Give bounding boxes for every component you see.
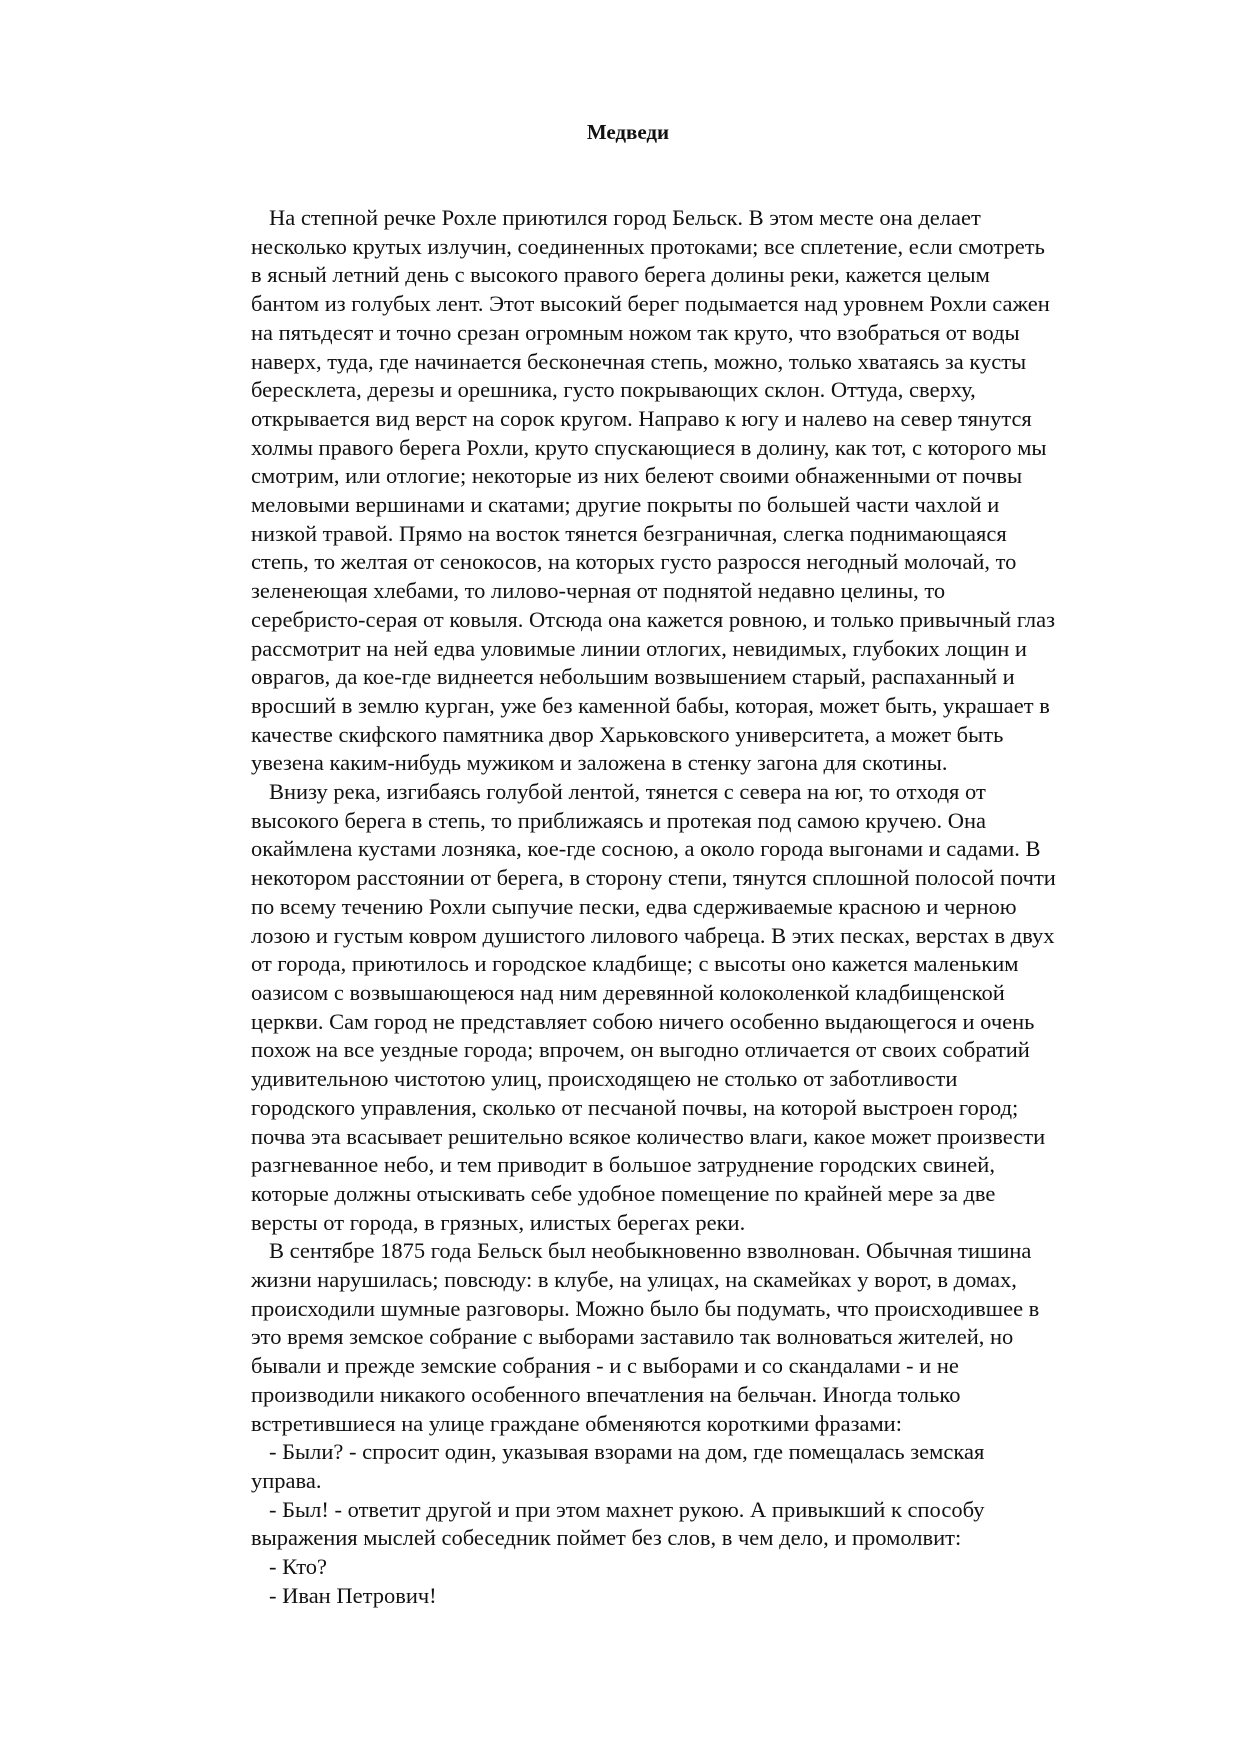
paragraph <box>251 1582 1151 1611</box>
paragraph <box>251 778 1151 1237</box>
text-line: происходили шумные разговоры. Можно было бы подумать, что происходившее в <box>251 1295 1040 1321</box>
text-line: На степной речке Рохле приютился город Бельск. В этом месте она делает <box>269 205 981 230</box>
text-line: - Иван Петрович! <box>269 1582 437 1608</box>
text-line: оазисом с возвышающеюся над ним деревянной колоколенкой кладбищенской <box>251 979 1005 1005</box>
text-line: увезена каким-нибудь мужиком и заложена в стенку загона для скотины. <box>251 750 948 776</box>
text-line: от города, приютилось и городское кладбище; с высоты оно кажется маленьким <box>251 951 1019 977</box>
text-line: - Были? - спросит один, указывая взорами на дом, где помещалась земская <box>269 1439 985 1465</box>
text-line: встретившиеся на улице граждане обменяются короткими фразами: <box>251 1410 902 1436</box>
text-line: - Был! - ответит другой и при этом махнет рукою. А привыкший к способу <box>269 1496 985 1522</box>
paragraph <box>251 1237 1151 1438</box>
text-line: некотором расстоянии от берега, в сторону степи, тянутся сплошной полосой почти <box>251 865 1056 891</box>
text-line: вросший в землю курган, уже без каменной бабы, которая, может быть, украшает в <box>251 692 1050 718</box>
text-line: качестве скифского памятника двор Харьковского университета, а может быть <box>251 721 1004 747</box>
text-line: зеленеющая хлебами, то лилово-черная от поднятой недавно целины, то <box>251 578 946 604</box>
text-line: рассмотрит на ней едва уловимые линии отлогих, невидимых, глубоких лощин и <box>251 635 1027 661</box>
paragraph <box>251 1438 1151 1495</box>
text-line: В сентябре 1875 года Бельск был необыкновенно взволнован. Обычная тишина <box>269 1238 1032 1264</box>
paragraph <box>251 204 1151 778</box>
text-line: лозою и густым ковром душистого лилового чабреца. В этих песках, верстах в двух <box>251 922 1055 948</box>
text-line: смотрим, или отлогие; некоторые из них белеют своими обнаженными от почвы <box>251 463 1023 489</box>
text-line: несколько крутых излучин, соединенных протоками; все сплетение, если смотреть <box>251 233 1045 259</box>
text-line: серебристо-серая от ковыля. Отсюда она кажется ровною, и только привычный глаз <box>251 606 1056 632</box>
text-line: Внизу река, изгибаясь голубой лентой, тянется с севера на юг, то отходя от <box>269 779 986 805</box>
text-line: - Кто? <box>269 1554 328 1580</box>
text-line: окаймлена кустами лозняка, кое-где сосною, а около города выгонами и садами. В <box>251 836 1041 862</box>
text-line: по всему течению Рохли сыпучие пески, едва сдерживаемые красною и черною <box>251 893 1017 919</box>
text-line: бывали и прежде земские собрания - и с выборами и со скандалами - и не <box>251 1353 959 1379</box>
text-line: на пятьдесят и точно срезан огромным ножом так круто, что взобраться от воды <box>251 319 1020 345</box>
text-line: городского управления, сколько от песчаной почвы, на которой выстроен город; <box>251 1094 1019 1120</box>
text-line: степь, то желтая от сенокосов, на которых густо разросся негодный молочай, то <box>251 549 1017 575</box>
text-line: наверх, туда, где начинается бесконечная степь, можно, только хватаясь за кусты <box>251 348 1027 374</box>
text-line: низкой травой. Прямо на восток тянется безграничная, слегка поднимающаяся <box>251 520 1007 546</box>
text-line: почва эта всасывает решительно всякое количество влаги, какое может произвести <box>251 1123 1046 1149</box>
text-line: похож на все уездные города; впрочем, он выгодно отличается от своих собратий <box>251 1037 1030 1063</box>
paragraph <box>251 1553 1151 1582</box>
text-line: оврагов, да кое-где виднеется небольшим возвышением старый, распаханный и <box>251 664 1015 690</box>
text-line: которые должны отыскивать себе удобное помещение по крайней мере за две <box>251 1180 996 1206</box>
text-line: бантом из голубых лент. Этот высокий берег подымается над уровнем Рохли сажен <box>251 291 1050 317</box>
text-line: разгневанное небо, и тем приводит в большое затруднение городских свиней, <box>251 1152 995 1178</box>
text-line: жизни нарушилась; повсюду: в клубе, на улицах, на скамейках у ворот, в домах, <box>251 1267 1017 1293</box>
text-line: управа. <box>251 1467 322 1493</box>
text-line: холмы правого берега Рохли, круто спускающиеся в долину, как тот, с которого мы <box>251 434 1047 460</box>
text-line: церкви. Сам город не представляет собою ничего особенно выдающегося и очень <box>251 1008 1035 1034</box>
document-title: Медведи <box>586 120 670 144</box>
text-line: бересклета, дерезы и орешника, густо покрывающих склон. Оттуда, сверху, <box>251 377 976 403</box>
text-line: производили никакого особенного впечатления на бельчан. Иногда только <box>251 1381 961 1407</box>
text-line: версты от города, в грязных, илистых берегах реки. <box>251 1209 746 1235</box>
document-body <box>251 204 1151 1610</box>
paragraph <box>251 1496 1151 1553</box>
text-line: меловыми вершинами и скатами; другие покрыты по большей части чахлой и <box>251 492 1000 518</box>
text-line: открывается вид верст на сорок кругом. Направо к югу и налево на север тянутся <box>251 405 1032 431</box>
text-line: удивительною чистотою улиц, происходящею не столько от заботливости <box>251 1066 958 1092</box>
text-line: в ясный летний день с высокого правого берега долины реки, кажется целым <box>251 262 990 288</box>
text-line: это время земское собрание с выборами заставило так волноваться жителей, но <box>251 1324 1014 1350</box>
text-line: выражения мыслей собеседник поймет без слов, в чем дело, и промолвит: <box>251 1525 962 1551</box>
text-line: высокого берега в степь, то приближаясь и протекая под самою кручею. Она <box>251 807 986 833</box>
